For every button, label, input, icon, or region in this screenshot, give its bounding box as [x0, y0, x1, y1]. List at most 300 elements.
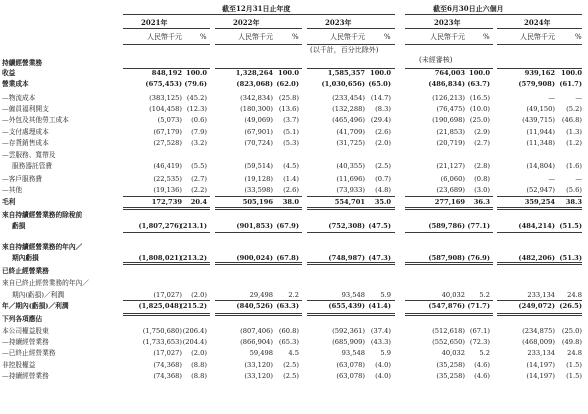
row-label: 年／期內(虧損)／利潤 — [2, 302, 69, 310]
amount-cell: (63,078) — [336, 372, 365, 380]
amount-cell: (76,475) — [436, 105, 465, 113]
percent-cell: (72.3) — [469, 338, 490, 346]
row-label: 期內虧損 — [12, 254, 39, 262]
column-rule — [405, 262, 493, 263]
row-label: —存貨銷售成本 — [2, 139, 49, 147]
percent-cell: (215.2) — [179, 302, 207, 310]
amount-cell: (807,406) — [240, 327, 273, 335]
year-end-group-rule — [123, 14, 395, 15]
amount-cell: (900,024) — [236, 254, 273, 262]
percent-cell: (25.0) — [469, 116, 490, 124]
amount-cell: (41,709) — [336, 128, 365, 136]
unit-rule-2023-h1 — [405, 44, 493, 45]
percent-cell: (8.8) — [191, 361, 207, 369]
column-rule — [497, 209, 582, 210]
percent-cell: (213.2) — [179, 254, 207, 262]
column-rule — [123, 315, 210, 316]
amount-cell: (27,528) — [153, 139, 182, 147]
amount-cell: (1,750,680) — [142, 327, 182, 335]
amount-cell: (63,078) — [336, 361, 365, 369]
percent-cell: 5.9 — [380, 349, 391, 357]
unit-rule-2024-h1 — [497, 44, 582, 45]
note-thousands: (以千計，百分比除外) — [310, 46, 379, 54]
amount-cell: (190,698) — [432, 116, 465, 124]
amount-cell: (180,300) — [240, 105, 273, 113]
percent-cell: (8.8) — [191, 372, 207, 380]
column-rule — [215, 196, 302, 197]
percent-cell: (63.3) — [276, 302, 299, 310]
percent-cell: 36.3 — [473, 198, 490, 206]
percent-cell: (0.6) — [191, 116, 207, 124]
percent-cell: 5.9 — [380, 291, 391, 299]
amount-cell: (752,308) — [328, 222, 365, 230]
row-label: 來自已終止經營業務的年內／ — [2, 279, 89, 287]
row-label: —客戶服務費 — [2, 175, 43, 183]
percent-cell: (0.7) — [375, 175, 391, 183]
amount-cell: (589,786) — [428, 222, 465, 230]
amount-cell: (74,368) — [153, 372, 182, 380]
percent-cell: (8.3) — [375, 105, 391, 113]
year-rule-2024-h1 — [497, 28, 582, 29]
amount-cell: (592,361) — [332, 327, 365, 335]
amount-cell: (73,933) — [336, 186, 365, 194]
pct-label: % — [575, 33, 582, 41]
amount-cell: 359,254 — [524, 198, 555, 206]
column-rule — [405, 196, 493, 197]
row-label: 非控股權益 — [2, 361, 36, 369]
percent-cell: (1.2) — [566, 139, 582, 147]
percent-cell: (5.3) — [283, 139, 299, 147]
amount-cell: (33,120) — [244, 372, 273, 380]
percent-cell: (7.9) — [191, 128, 207, 136]
percent-cell: (2.5) — [283, 361, 299, 369]
amount-cell: (35,258) — [436, 372, 465, 380]
amount-cell: (14,197) — [526, 361, 555, 369]
percent-cell: (2.9) — [474, 128, 490, 136]
amount-cell: (21,127) — [436, 162, 465, 170]
amount-cell: (14,804) — [526, 162, 555, 170]
amount-cell: (482,206) — [518, 254, 555, 262]
row-label: 服務器託管費 — [12, 162, 53, 170]
amount-cell: (49,069) — [244, 116, 273, 124]
amount-cell: (132,288) — [332, 105, 365, 113]
amount-cell: (40,355) — [336, 162, 365, 170]
six-months-group-rule — [405, 14, 582, 15]
column-rule — [307, 315, 395, 316]
column-rule — [123, 313, 210, 314]
percent-cell: (65.0) — [368, 80, 391, 88]
percent-cell: (213.1) — [179, 222, 207, 230]
percent-cell: 5.2 — [479, 349, 490, 357]
row-label: 期內(虧損)／利潤 — [12, 291, 65, 299]
amount-cell: (465,496) — [332, 116, 365, 124]
percent-cell: (3.7) — [283, 116, 299, 124]
column-rule — [307, 207, 395, 208]
percent-cell: (67.1) — [469, 327, 490, 335]
column-rule — [123, 68, 210, 69]
column-rule — [307, 313, 395, 314]
percent-cell: 100.0 — [370, 69, 391, 77]
percent-cell: (25.0) — [561, 327, 582, 335]
percent-cell: (47.5) — [368, 222, 391, 230]
percent-cell: (3.0) — [474, 186, 490, 194]
column-rule — [405, 68, 493, 69]
unit-rule-2023 — [307, 44, 395, 45]
amount-cell: (675,453) — [145, 80, 182, 88]
amount-cell: (234,875) — [522, 327, 555, 335]
column-rule — [307, 262, 395, 263]
percent-cell: (1.5) — [566, 372, 582, 380]
year-rule-2022 — [215, 28, 302, 29]
column-rule — [497, 315, 582, 316]
percent-cell: (2.7) — [191, 175, 207, 183]
percent-cell: (60.8) — [278, 327, 299, 335]
column-rule — [215, 315, 302, 316]
column-rule — [405, 313, 493, 314]
percent-cell: 24.8 — [567, 291, 582, 299]
amount-cell: 848,192 — [151, 69, 182, 77]
percent-cell: (2.0) — [375, 139, 391, 147]
row-label: —雲服務、寬帶及 — [2, 151, 56, 159]
amount-cell: (547,876) — [428, 302, 465, 310]
amount-cell: (31,725) — [336, 139, 365, 147]
column-rule — [123, 300, 210, 301]
amount-cell: (21,853) — [436, 128, 465, 136]
amount-cell: 40,032 — [441, 291, 465, 299]
percent-cell: (2.2) — [191, 186, 207, 194]
pct-label: % — [200, 33, 207, 41]
amount-cell: (11,944) — [526, 128, 555, 136]
amount-cell: 764,003 — [434, 69, 465, 77]
amount-cell: (233,454) — [332, 94, 365, 102]
amount-cell: (17,027) — [153, 291, 182, 299]
percent-cell: (2.0) — [191, 291, 207, 299]
column-rule — [307, 264, 395, 265]
column-rule — [123, 232, 210, 233]
percent-cell: (62.0) — [276, 80, 299, 88]
percent-cell: (12.3) — [186, 105, 207, 113]
percent-cell: (46.8) — [561, 116, 582, 124]
percent-cell: (4.8) — [375, 186, 391, 194]
amount-cell: (439,715) — [522, 116, 555, 124]
row-label: 收益 — [2, 69, 16, 77]
amount-cell: (1,030,656) — [321, 80, 365, 88]
amount-cell: (14,197) — [526, 372, 555, 380]
amount-cell: 1,585,357 — [327, 69, 365, 77]
amount-cell: (901,853) — [236, 222, 273, 230]
amount-cell: (19,136) — [153, 186, 182, 194]
percent-cell: (51.3) — [559, 254, 582, 262]
row-label: —持續經營業務 — [2, 338, 49, 346]
percent-cell: (41.4) — [368, 302, 391, 310]
amount-cell: (22,535) — [153, 175, 182, 183]
amount-cell: (484,214) — [518, 222, 555, 230]
column-rule — [215, 264, 302, 265]
amount-cell: (1,807,276) — [138, 222, 182, 230]
column-rule — [215, 68, 302, 69]
column-rule — [123, 209, 210, 210]
year-2021: 2021年 — [141, 18, 168, 27]
amount-cell: (35,258) — [436, 361, 465, 369]
year-2022: 2022年 — [233, 18, 260, 27]
percent-cell: — — [575, 175, 582, 183]
amount-cell: (33,120) — [244, 361, 273, 369]
amount-cell: (19,128) — [244, 175, 273, 183]
percent-cell: (2.5) — [375, 162, 391, 170]
amount-cell: (59,514) — [244, 162, 273, 170]
unit-label: 人民幣千元 — [238, 33, 273, 41]
column-rule — [123, 207, 210, 208]
amount-cell: (579,908) — [518, 80, 555, 88]
percent-cell: (77.1) — [467, 222, 490, 230]
unit-label: 人民幣千元 — [147, 33, 182, 41]
percent-cell: (4.5) — [283, 162, 299, 170]
amount-cell: 93,548 — [341, 349, 365, 357]
amount-cell: (52,947) — [526, 186, 555, 194]
amount-cell: (486,834) — [428, 80, 465, 88]
column-rule — [307, 68, 395, 69]
percent-cell: (204.4) — [182, 338, 207, 346]
amount-cell: (1,733,653) — [142, 338, 182, 346]
amount-cell: (512,618) — [432, 327, 465, 335]
column-rule — [123, 262, 210, 263]
amount-cell: (823,068) — [236, 80, 273, 88]
percent-cell: (2.6) — [375, 128, 391, 136]
amount-cell: (1,808,021) — [138, 254, 182, 262]
amount-cell: 554,701 — [334, 198, 365, 206]
row-label: —物流成本 — [2, 94, 36, 102]
percent-cell: (67.8) — [276, 254, 299, 262]
row-label: 下列各項應佔 — [2, 315, 43, 323]
percent-cell: (1.6) — [566, 162, 582, 170]
six-months-group-title: 截至6月30日止六個月 — [433, 4, 504, 13]
column-rule — [123, 264, 210, 265]
percent-cell: 38.0 — [282, 198, 299, 206]
amount-cell: 40,032 — [441, 349, 465, 357]
row-label: —僱員福利開支 — [2, 105, 49, 113]
amount-cell: (23,689) — [436, 186, 465, 194]
row-label: —其他 — [2, 186, 23, 194]
year-end-group-title: 截至12月31日止年度 — [222, 4, 291, 13]
row-label: —外包及其他勞工成本 — [2, 116, 69, 124]
percent-cell: (4.0) — [375, 361, 391, 369]
amount-cell: (383,125) — [149, 94, 182, 102]
percent-cell: (2.0) — [191, 349, 207, 357]
percent-cell: — — [575, 94, 582, 102]
amount-cell: (17,027) — [153, 349, 182, 357]
column-rule — [215, 262, 302, 263]
amount-cell: (748,987) — [328, 254, 365, 262]
column-rule — [215, 207, 302, 208]
percent-cell: (71.7) — [467, 302, 490, 310]
column-rule — [497, 264, 582, 265]
percent-cell: (67.9) — [276, 222, 299, 230]
column-rule — [497, 196, 582, 197]
percent-cell: (79.6) — [184, 80, 207, 88]
unit-label: 人民幣千元 — [330, 33, 365, 41]
percent-cell: (1.5) — [566, 361, 582, 369]
column-rule — [405, 232, 493, 233]
amount-cell: 277,169 — [434, 198, 465, 206]
row-label: 營業成本 — [2, 80, 29, 88]
percent-cell: 24.8 — [567, 349, 582, 357]
amount-cell: (1,825,048) — [138, 302, 182, 310]
column-rule — [215, 313, 302, 314]
percent-cell: (2.7) — [474, 139, 490, 147]
percent-cell: (5.2) — [566, 105, 582, 113]
percent-cell: (5.6) — [566, 186, 582, 194]
percent-cell: (61.7) — [559, 80, 582, 88]
percent-cell: (29.4) — [370, 116, 391, 124]
column-rule — [497, 313, 582, 314]
amount-cell: (67,901) — [244, 128, 273, 136]
column-rule — [307, 300, 395, 301]
percent-cell: (10.0) — [469, 105, 490, 113]
amount-cell: 59,498 — [249, 349, 273, 357]
year-rule-2023-h1 — [405, 28, 493, 29]
amount-cell: 93,548 — [341, 291, 365, 299]
percent-cell: 20.4 — [190, 198, 207, 206]
amount-cell: 233,134 — [527, 291, 555, 299]
percent-cell: (4.0) — [375, 372, 391, 380]
year-2023-h1: 2023年 — [434, 18, 461, 27]
amount-cell: (685,909) — [332, 338, 365, 346]
amount-cell: (866,904) — [240, 338, 273, 346]
percent-cell: 4.5 — [288, 349, 299, 357]
column-rule — [215, 232, 302, 233]
percent-cell: (0.8) — [474, 175, 490, 183]
percent-cell: 38.3 — [565, 198, 582, 206]
percent-cell: (1.3) — [566, 128, 582, 136]
row-label: 持續經營業務 — [2, 59, 43, 67]
amount-cell: (552,650) — [432, 338, 465, 346]
amount-cell: (104,458) — [149, 105, 182, 113]
percent-cell: (45.2) — [186, 94, 207, 102]
row-label: —持續經營業務 — [2, 372, 49, 380]
column-rule — [307, 232, 395, 233]
percent-cell: (63.7) — [467, 80, 490, 88]
year-2024-h1: 2024年 — [524, 18, 551, 27]
percent-cell: (5.1) — [283, 128, 299, 136]
row-label: 來自持續經營業務的除稅前 — [2, 211, 83, 219]
amount-cell: 233,134 — [527, 349, 555, 357]
percent-cell: (25.8) — [278, 94, 299, 102]
amount-cell: (46,419) — [153, 162, 182, 170]
percent-cell: 100.0 — [186, 69, 207, 77]
percent-cell: (2.8) — [474, 162, 490, 170]
column-rule — [497, 300, 582, 301]
amount-cell: (126,213) — [432, 94, 465, 102]
column-rule — [123, 196, 210, 197]
column-rule — [405, 264, 493, 265]
percent-cell: (5.5) — [191, 162, 207, 170]
unit-rule-2021 — [123, 44, 210, 45]
percent-cell: (2.5) — [283, 372, 299, 380]
percent-cell: (13.6) — [278, 105, 299, 113]
row-label: —支付處理成本 — [2, 128, 49, 136]
percent-cell: 5.2 — [479, 291, 490, 299]
column-rule — [215, 209, 302, 210]
column-rule — [405, 209, 493, 210]
amount-cell: (49,150) — [526, 105, 555, 113]
row-label: 已終止經營業務 — [2, 267, 49, 275]
year-rule-2021 — [123, 28, 210, 29]
amount-cell: 172,739 — [151, 198, 182, 206]
amount-cell: 505,196 — [242, 198, 273, 206]
year-rule-2023 — [307, 28, 395, 29]
percent-cell: (26.5) — [559, 302, 582, 310]
amount-cell: (67,179) — [153, 128, 182, 136]
unit-rule-2022 — [215, 44, 302, 45]
amount-cell: (587,908) — [428, 254, 465, 262]
amount-cell: (249,072) — [518, 302, 555, 310]
percent-cell: (47.3) — [368, 254, 391, 262]
column-rule — [497, 68, 582, 69]
amount-cell: (70,724) — [244, 139, 273, 147]
column-rule — [405, 207, 493, 208]
row-label: —已終止經營業務 — [2, 349, 56, 357]
percent-cell: (76.9) — [467, 254, 490, 262]
percent-cell: (4.6) — [474, 361, 490, 369]
percent-cell: (14.7) — [370, 94, 391, 102]
row-label: 本公司權益股東 — [2, 327, 49, 335]
column-rule — [405, 300, 493, 301]
row-label: 來自持續經營業務的年內／ — [2, 243, 83, 251]
amount-cell: (6,060) — [440, 175, 465, 183]
note-unaudited: (未經審核) — [419, 56, 453, 64]
pct-label: % — [292, 33, 299, 41]
column-rule — [307, 209, 395, 210]
amount-cell: (5,073) — [157, 116, 182, 124]
column-rule — [497, 207, 582, 208]
percent-cell: (206.4) — [182, 327, 207, 335]
percent-cell: 35.0 — [374, 198, 391, 206]
percent-cell: (51.5) — [559, 222, 582, 230]
amount-cell: 29,498 — [249, 291, 273, 299]
percent-cell: (4.6) — [474, 372, 490, 380]
unit-label: 人民幣千元 — [520, 33, 555, 41]
amount-cell: — — [548, 175, 555, 183]
percent-cell: (3.2) — [191, 139, 207, 147]
percent-cell: (2.6) — [283, 186, 299, 194]
row-label: 虧損 — [12, 222, 26, 230]
amount-cell: (74,368) — [153, 361, 182, 369]
amount-cell: (468,009) — [522, 338, 555, 346]
amount-cell: (342,834) — [240, 94, 273, 102]
amount-cell: (840,526) — [236, 302, 273, 310]
percent-cell: (43.3) — [370, 338, 391, 346]
percent-cell: (37.4) — [370, 327, 391, 335]
percent-cell: 100.0 — [469, 69, 490, 77]
amount-cell: (655,439) — [328, 302, 365, 310]
year-2023: 2023年 — [325, 18, 352, 27]
column-rule — [405, 315, 493, 316]
column-rule — [215, 300, 302, 301]
pct-label: % — [384, 33, 391, 41]
row-label: 毛利 — [2, 198, 16, 206]
column-rule — [497, 232, 582, 233]
percent-cell: 100.0 — [278, 69, 299, 77]
percent-cell: 100.0 — [561, 69, 582, 77]
amount-cell: (11,348) — [526, 139, 555, 147]
amount-cell: (11,696) — [336, 175, 365, 183]
amount-cell: 1,328,264 — [235, 69, 273, 77]
percent-cell: (16.5) — [469, 94, 490, 102]
percent-cell: (65.3) — [278, 338, 299, 346]
column-rule — [307, 196, 395, 197]
amount-cell: — — [548, 94, 555, 102]
pct-label: % — [483, 33, 490, 41]
